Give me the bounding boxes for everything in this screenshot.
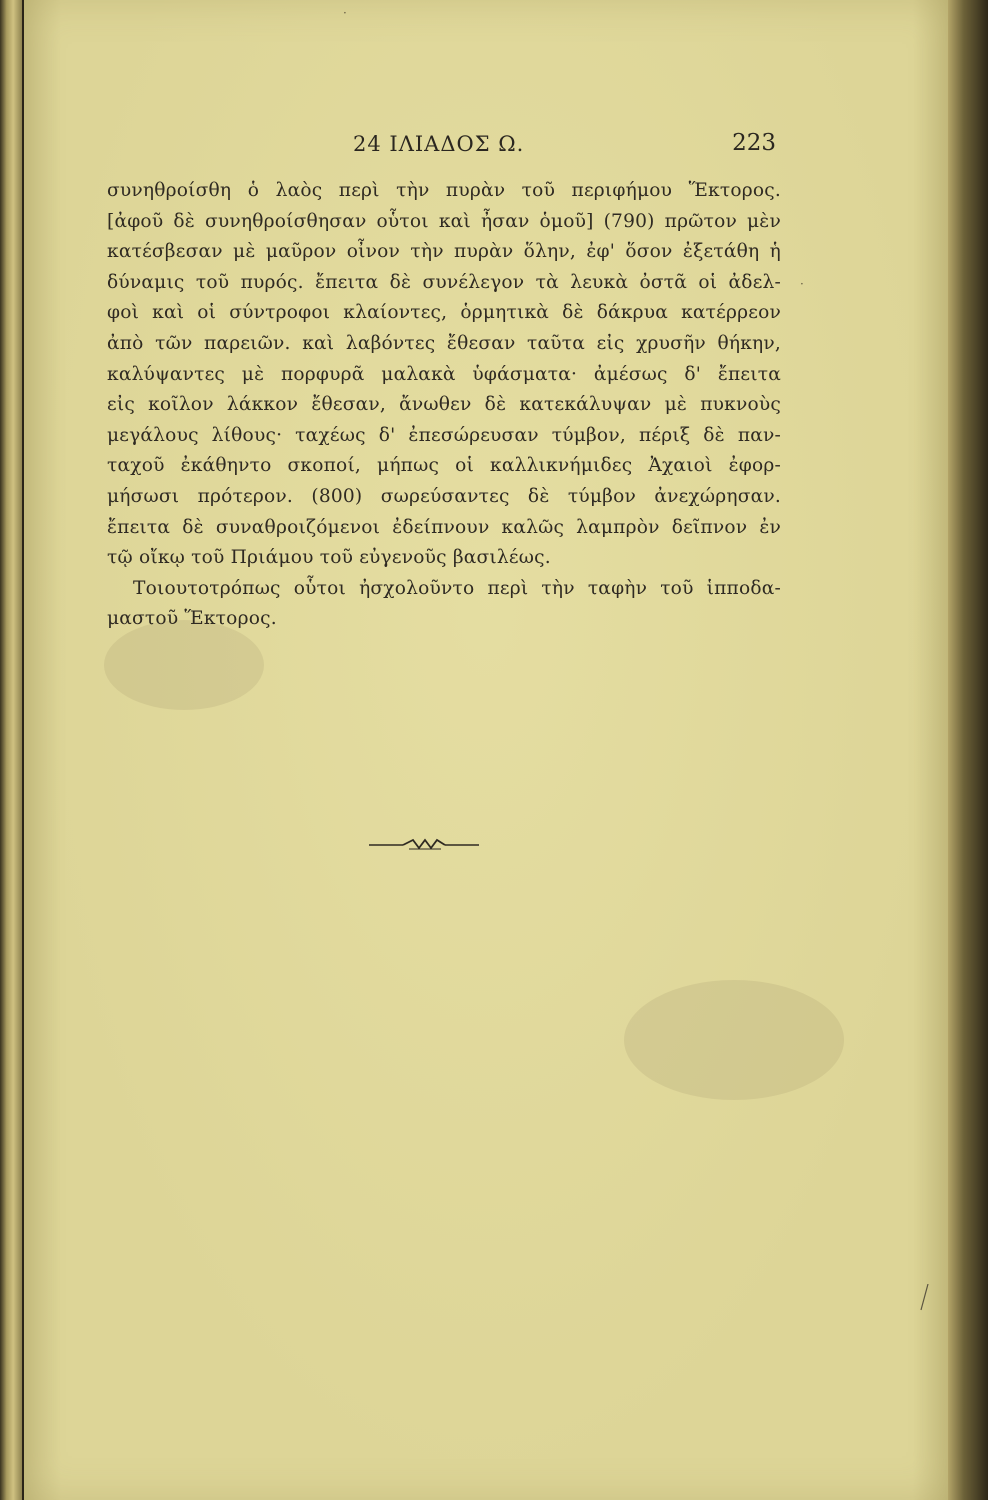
- margin-pencil-mark: [918, 1284, 930, 1314]
- text-line: μεγάλους λίθους· ταχέως δ' ἐπεσώρευσαν τύμβον, πέριξ δὲ παν-: [107, 424, 781, 446]
- text-line: συνηθροίσθη ὁ λαὸς περὶ τὴν πυρὰν τοῦ περιφήμου Ἕκτορος.: [107, 180, 781, 201]
- page-fore-edge: [948, 0, 988, 1500]
- text-line: δύναμις τοῦ πυρός. ἔπειτα δὲ συνέλεγον τὰ λευκὰ ὀστᾶ οἱ ἀδελ-: [107, 271, 781, 293]
- text-line: [ἀφοῦ δὲ συνηθροίσθησαν οὗτοι καὶ ἦσαν ὁμοῦ] (790) πρῶτον μὲν: [107, 210, 781, 232]
- text-line: φοὶ καὶ οἱ σύντροφοι κλαίοντες, ὁρμητικὰ δὲ δάκρυα κατέρρεον: [107, 302, 781, 324]
- text-line: καλύψαντες μὲ πορφυρᾶ μαλακὰ ὑφάσματα· ἀμέσως δ' ἔπειτα: [107, 363, 781, 385]
- running-head-title: 24 ΙΛΙΑΔΟΣ Ω.: [353, 132, 525, 156]
- closing-paragraph-line: Τοιουτοτρόπως οὗτοι ἠσχολοῦντο περὶ τὴν ταφὴν τοῦ ἱπποδα-: [133, 577, 781, 599]
- text-line: ἀπὸ τῶν παρειῶν. καὶ λαβόντες ἔθεσαν ταῦτα εἰς χρυσῆν θήκην,: [107, 332, 781, 354]
- text-line: τῷ οἴκῳ τοῦ Πριάμου τοῦ εὐγενοῦς βασιλέως.: [107, 547, 551, 569]
- running-head: [329, 128, 776, 164]
- page-body-text: [107, 176, 781, 635]
- text-line: ἔπειτα δὲ συναθροιζόμενοι ἐδείπνουν καλῶς λαμπρὸν δεῖπνον ἐν: [107, 516, 781, 538]
- text-line: κατέσβεσαν μὲ μαῦρον οἶνον τὴν πυρὰν ὅλην, ἐφ' ὅσον ἐξετάθη ἡ: [107, 241, 781, 263]
- page-number: 223: [732, 130, 776, 156]
- margin-dot: ·: [343, 6, 347, 20]
- section-end-ornament: [369, 834, 479, 854]
- text-line: εἰς κοῖλον λάκκον ἔθεσαν, ἄνωθεν δὲ κατεκάλυψαν μὲ πυκνοὺς: [107, 394, 781, 416]
- previous-page-edge: [0, 0, 22, 1500]
- text-line: μήσωσι πρότερον. (800) σωρεύσαντες δὲ τύμβον ἀνεχώρησαν.: [107, 485, 781, 507]
- paper-stain: [624, 980, 844, 1100]
- closing-paragraph-line: μαστοῦ Ἕκτορος.: [107, 608, 277, 630]
- text-line: ταχοῦ ἐκάθηντο σκοποί, μήπως οἱ καλλικνήμιδες Ἀχαιοὶ ἐφορ-: [107, 455, 781, 477]
- margin-dot: ·: [800, 277, 804, 291]
